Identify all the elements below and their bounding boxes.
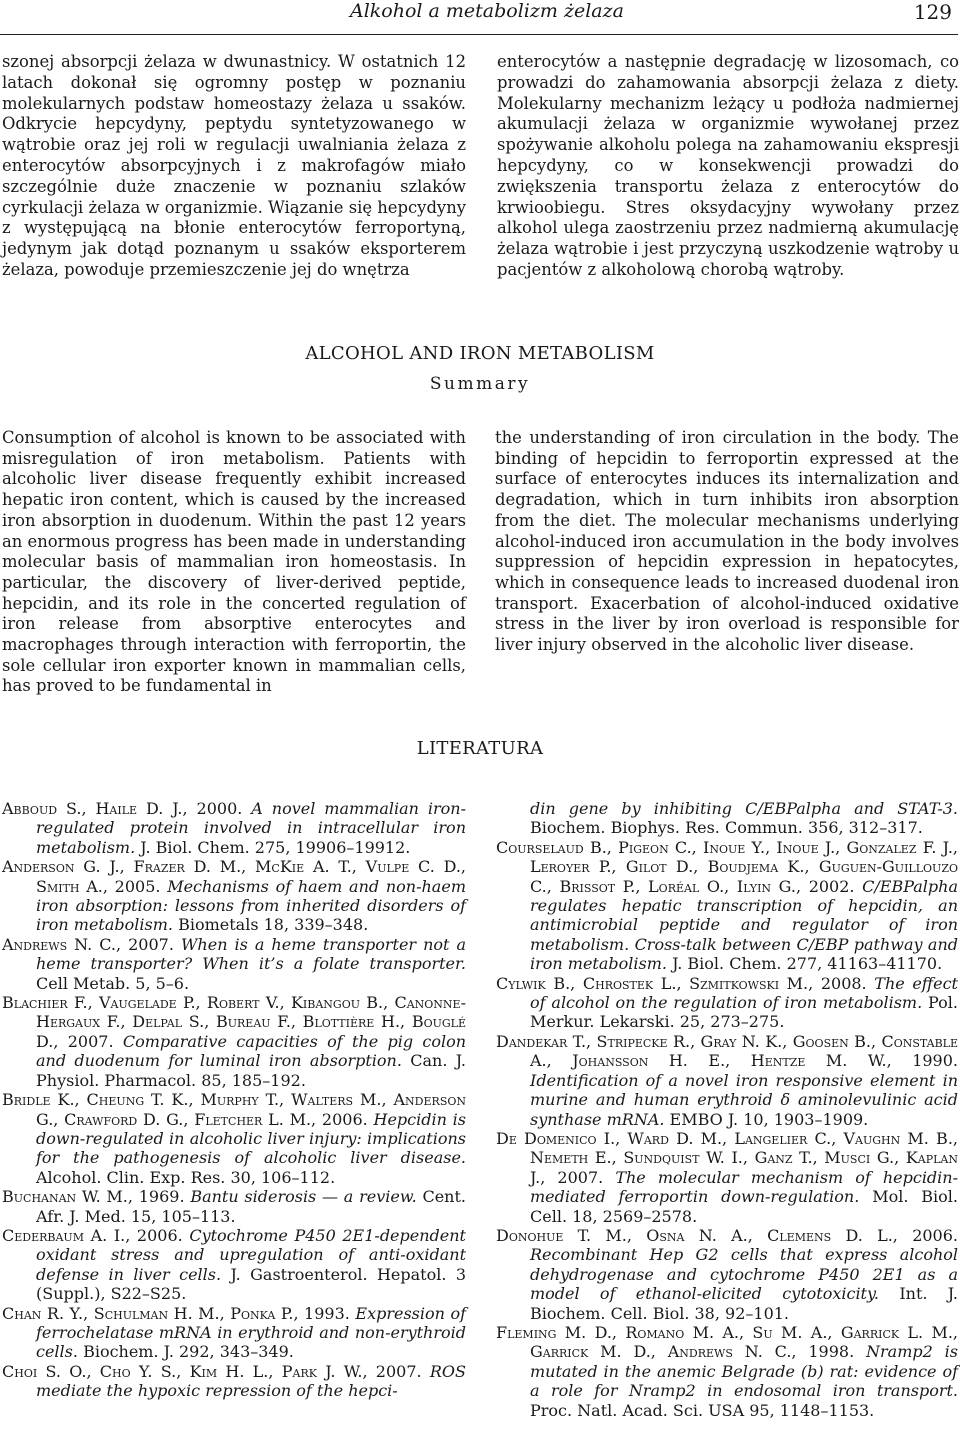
reference-entry: Cederbaum A. I., 2006. Cytochrome P450 2E1-dependent oxidant stress and upregulation of anti-oxidant defense in liver cells. J. Gastroenterol. Hepatol. 3 (Suppl.), S22–S25.	[2, 1225, 466, 1304]
literature-heading: LITERATURA	[416, 738, 544, 759]
summary-column-2: the understanding of iron circulation in the body. The binding of hepcidin to ferroportin expressed at the surface of enterocytes induces its internalization and degradation, which in turn inhibits iron absorption from the diet. The molecular mechanisms underlying alcohol-induced iron accumulation in the body involves suppression of hepcidin expression in hepatocytes, which in consequence leads to increased duodenal iron transport. Exacerbation of alcohol-induced oxidative stress in the liver by iron overload is responsible for liver injury observed in the alcoholic liver disease.	[495, 428, 959, 655]
references-right-column	[496, 799, 958, 1420]
reference-entry: Courselaud B., Pigeon C., Inoue Y., Inoue J., Gonzalez F. J., Leroyer P., Gilot D., Boudjema K., Guguen-Guillouzo C., Brissot P., Loréal O., Ilyin G., 2002. C/EBPalpha regulates hepatic transcription of hepcidin, an antimicrobial peptide and regulator of iron metabolism. Cross-talk between C/EBP pathway and iron metabolism. J. Biol. Chem. 277, 41163–41170.	[496, 837, 958, 974]
polish-text-column-2: enterocytów a następnie degradację w lizosomach, co prowadzi do zahamowania absorpcji żelaza z diety. Molekularny mechanizm leżący u podłoża nadmiernej akumulacji żelaza w organizmie wywołanej przez spożywanie alkoholu polega na zahamowaniu ekspresji hepcydyny, co w konsekwencji prowadzi do zwiększenia transportu żelaza z enterocytów do krwioobiegu. Stres oksydacyjny wywołany przez alkohol ulega zaostrzeniu przez nadmierną akumulację żelaza wątrobie i jest przyczyną uszkodzenie wątroby u pacjentów z alkoholową chorobą wątroby.	[497, 52, 959, 279]
reference-entry: Choi S. O., Cho Y. S., Kim H. L., Park J. W., 2007. ROS mediate the hypoxic repression of the hepci-	[2, 1361, 466, 1401]
summary-title: ALCOHOL AND IRON METABOLISM	[305, 343, 655, 364]
reference-entry: De Domenico I., Ward D. M., Langelier C., Vaughn M. B., Nemeth E., Sundquist W. I., Ganz T., Musci G., Kaplan J., 2007. The molecular mechanism of hepcidin-mediated ferroportin down-regulation. Mol. Biol. Cell. 18, 2569–2578.	[496, 1128, 959, 1226]
reference-continuation: din gene by inhibiting C/EBPalpha and STAT-3. Biochem. Biophys. Res. Commun. 356, 312–317.	[530, 799, 958, 838]
page-number: 129	[913, 0, 952, 24]
reference-entry: Bridle K., Cheung T. K., Murphy T., Walters M., Anderson G., Crawford D. G., Fletcher L. M., 2006. Hepcidin is down-regulated in alcoholic liver injury: implications for the pathogenesis of alcoholic liver disease. Alcohol. Clin. Exp. Res. 30, 106–112.	[2, 1090, 466, 1187]
reference-entry: Anderson G. J., Frazer D. M., McKie A. T., Vulpe C. D., Smith A., 2005. Mechanisms of haem and non-haem iron absorption: lessons from inherited disorders of iron metabolism. Biometals 18, 339–348.	[2, 857, 466, 935]
running-header	[0, 0, 958, 35]
reference-entry: Andrews N. C., 2007. When is a heme transporter not a heme transporter? When it’s a folate transporter. Cell Metab. 5, 5–6.	[2, 934, 467, 993]
summary-column-1: Consumption of alcohol is known to be associated with misregulation of iron metabolism. Patients with alcoholic liver disease frequently exhibit increased hepatic iron content, which is caused by the increased iron absorption in duodenum. Within the past 12 years an enormous progress has been made in understanding molecular basis of mammalian iron homeostasis. In particular, the discovery of liver-derived peptide, hepcidin, and its role in the concerted regulation of iron release from absorptive enterocytes and macrophages through interaction with ferroportin, the sole cellular iron exporter known in mammalian cells, has proved to be fundamental in	[2, 428, 466, 696]
reference-entry: Cylwik B., Chrostek L., Szmitkowski M., 2008. The effect of alcohol on the regulation of iron metabolism. Pol. Merkur. Lekarski. 25, 273–275.	[496, 973, 958, 1032]
reference-entry: Chan R. Y., Schulman H. M., Ponka P., 1993. Expression of ferrochelatase mRNA in erythroid and non-erythroid cells. Biochem. J. 292, 343–349.	[2, 1303, 466, 1362]
polish-text-column-1: szonej absorpcji żelaza w dwunastnicy. W ostatnich 12 latach dokonał się ogromny postęp w poznaniu molekularnych podstaw homeostazy żelaza u ssaków. Odkrycie hepcydyny, peptydu syntetyzowanego w wątrobie oraz jej roli w regulacji uwalniania żelaza z enterocytów absorpcyjnych i z makrofagów miało szczególnie duże znaczenie w poznaniu szlaków cyrkulacji żelaza w organizmie. Wiązanie się hepcydyny z występującą na błonie enterocytów ferroportyną, jedynym jak dotąd poznanym u ssaków eksporterem żelaza, powoduje przemieszczenie jej do wnętrza	[2, 52, 467, 279]
reference-entry: Abboud S., Haile D. J., 2000. A novel mammalian iron-regulated protein involved in intracellular iron metabolism. J. Biol. Chem. 275, 19906–19912.	[2, 799, 466, 857]
summary-subtitle: Summary	[429, 374, 531, 394]
reference-entry: Fleming M. D., Romano M. A., Su M. A., Garrick L. M., Garrick M. D., Andrews N. C., 1998. Nramp2 is mutated in the anemic Belgrade (b) rat: evidence of a role for Nramp2 in endosomal iron transport. Proc. Natl. Acad. Sci. USA 95, 1148–1153.	[496, 1322, 958, 1420]
reference-entry: Buchanan W. M., 1969. Bantu siderosis — a review. Cent. Afr. J. Med. 15, 105–113.	[2, 1187, 466, 1226]
reference-entry: Blachier F., Vaugelade P., Robert V., Kibangou B., Canonne-Hergaux F., Delpal S., Bureau F., Blottière H., Bouglé D., 2007. Comparative capacities of the pig colon and duodenum for luminal iron absorption. Can. J. Physiol. Pharmacol. 85, 185–192.	[2, 993, 467, 1090]
reference-entry: Dandekar T., Stripecke R., Gray N. K., Goosen B., Constable A., Johansson H. E., Hentze M. W., 1990. Identification of a novel iron responsive element in murine and human erythroid δ aminolevulinic acid synthase mRNA. EMBO J. 10, 1903–1909.	[496, 1031, 958, 1129]
running-title: Alkohol a metabolizm żelaza	[350, 0, 624, 22]
references-left-column	[2, 799, 466, 1401]
reference-entry: Donohue T. M., Osna N. A., Clemens D. L., 2006. Recombinant Hep G2 cells that express alcohol dehydrogenase and cytochrome P450 2E1 as a model of ethanol-elicited cytotoxicity. Int. J. Biochem. Cell. Biol. 38, 92–101.	[496, 1225, 959, 1323]
